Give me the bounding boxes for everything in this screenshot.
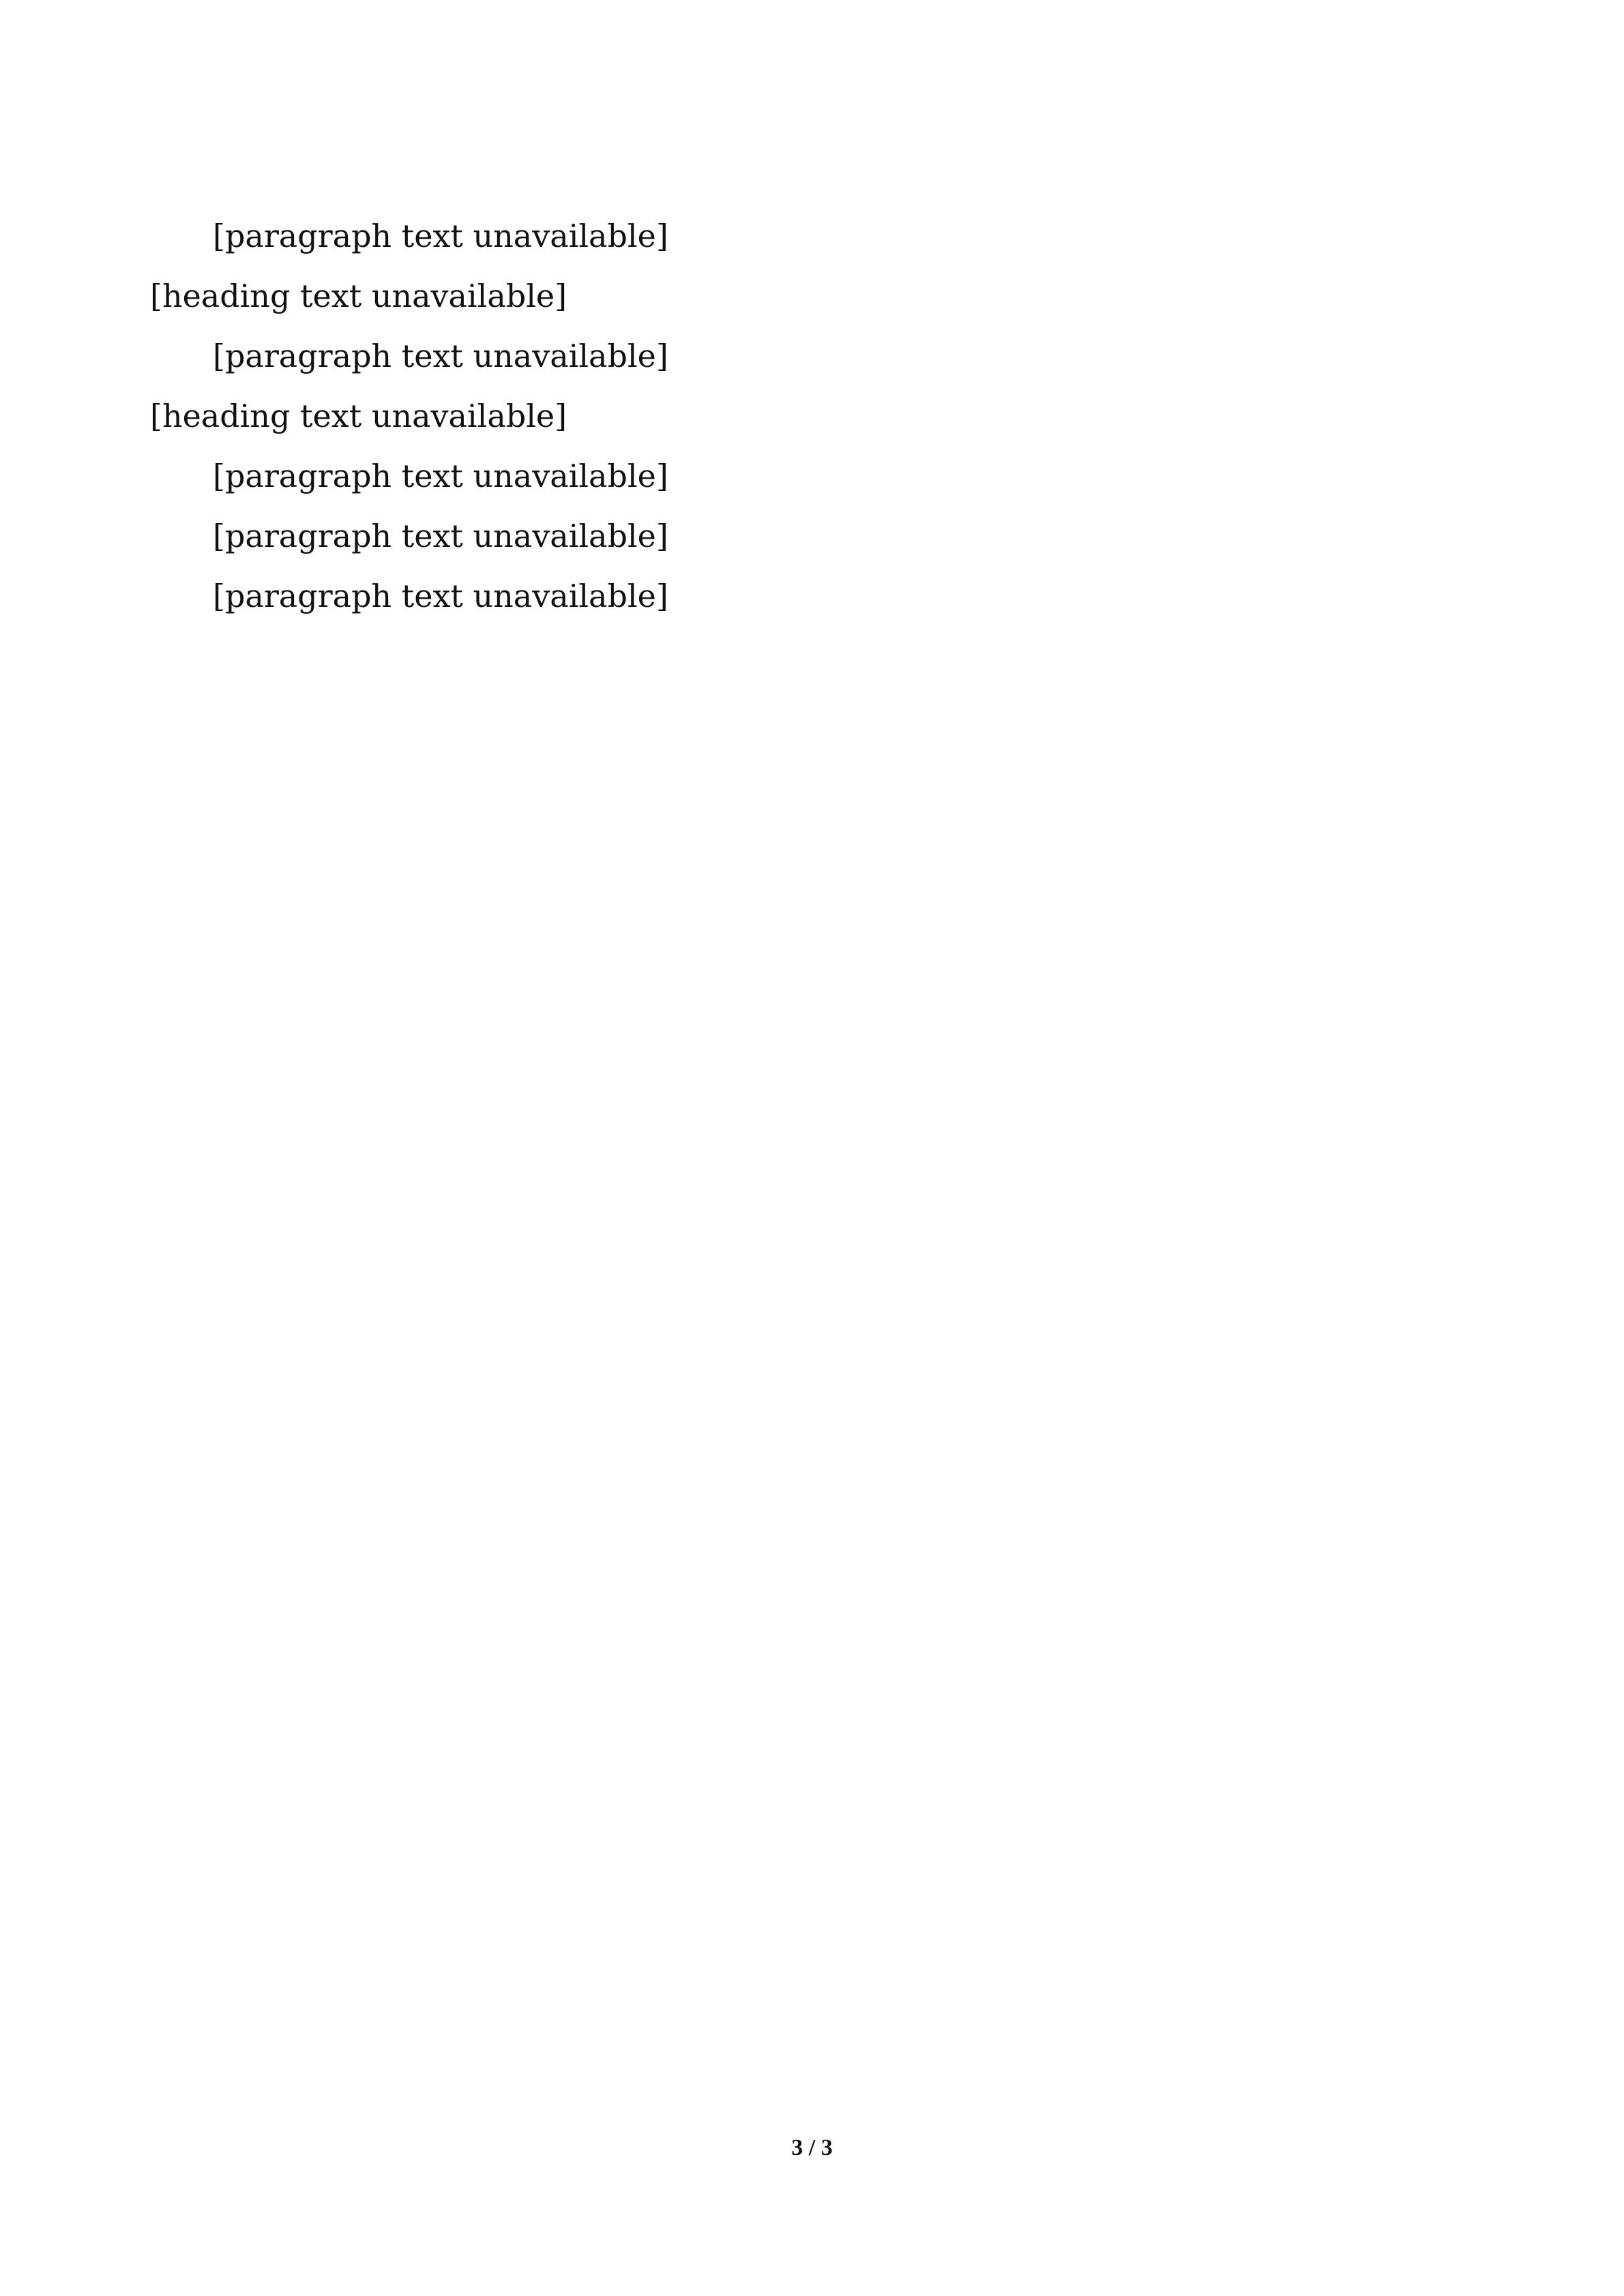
paragraph-summary: [paragraph text unavailable] <box>213 338 668 374</box>
section-heading-emotional-sublimation: [heading text unavailable] <box>150 398 567 434</box>
document-body <box>150 206 1473 626</box>
page-number: 3 / 3 <box>791 2135 833 2160</box>
paragraph-sublimation-two: [paragraph text unavailable] <box>213 578 668 614</box>
paragraph-section-eight: [paragraph text unavailable] <box>213 218 668 254</box>
paragraph-xu-xiujuan-story: [paragraph text unavailable] <box>213 518 668 554</box>
paragraph-sublimation-one: [paragraph text unavailable] <box>213 458 668 494</box>
section-heading-summary: [heading text unavailable] <box>150 278 567 314</box>
